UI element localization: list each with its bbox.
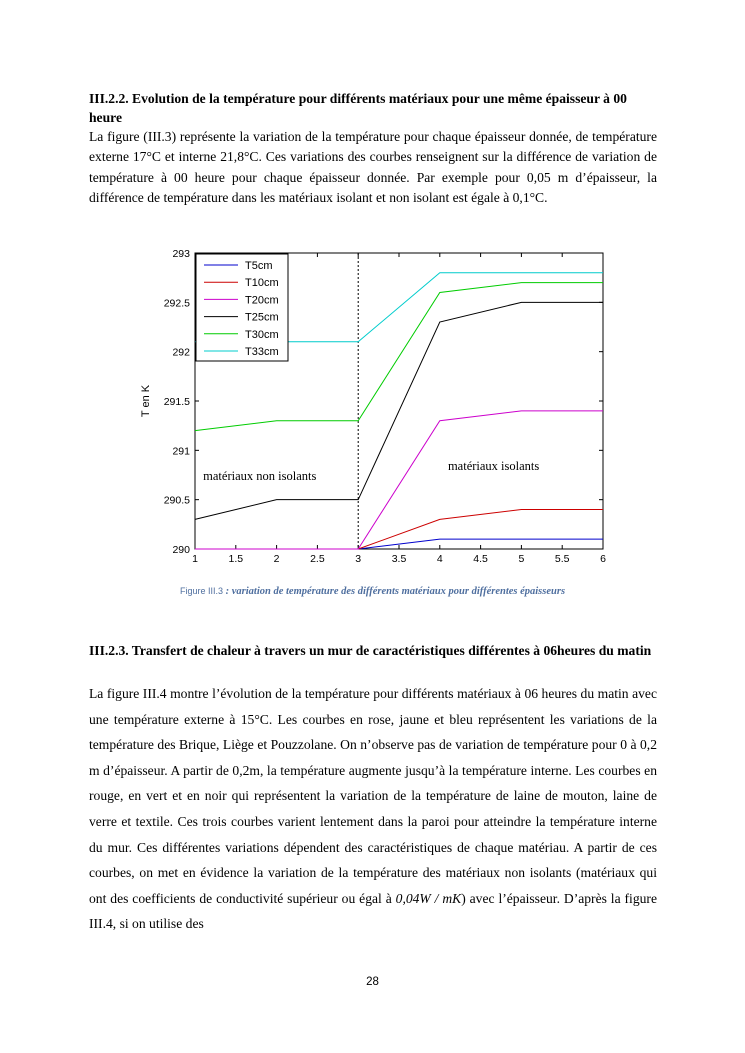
temperature-chart <box>130 240 610 575</box>
x-tick-label: 3.5 <box>391 553 407 565</box>
legend-entry: T5cm <box>245 260 273 272</box>
chart-annotation: matériaux non isolants <box>203 468 317 483</box>
legend-entry: T20cm <box>245 294 279 307</box>
legend-entry: T33cm <box>245 346 279 358</box>
caption-label: Figure III.3 <box>179 586 223 596</box>
figure-caption <box>0 586 745 597</box>
chart-annotation: matériaux isolants <box>447 459 540 474</box>
section-heading-1: III.2.2. Evolution de la température pour différents matériaux pour une même épaisseur à 00 heure <box>89 91 627 125</box>
legend-entry: T30cm <box>245 328 279 341</box>
x-tick-label: 5.5 <box>554 553 570 565</box>
section-paragraph-1: La figure (III.3) représente la variation de la température pour chaque épaisseur donnée, de température externe 17°C et interne 21,8°C. Ces variations des courbes renseignent sur la différence de variation de température à 00 heure pour chaque épaisseur donnée. Par exemple pour 0,05 m d’épaisseur, la différence de température dans les matériaux isolant et non isolant est égale à 0,1°C. <box>89 129 657 205</box>
legend-entry: T10cm <box>245 277 279 290</box>
y-axis-label: T en K <box>140 384 152 418</box>
x-tick-label: 2.5 <box>310 553 325 565</box>
page-number: 28 <box>366 976 379 988</box>
y-tick-label: 290 <box>172 544 190 556</box>
x-tick-label: 5 <box>518 553 525 565</box>
y-tick-label: 291.5 <box>163 396 190 408</box>
y-tick-label: 290.5 <box>163 494 190 507</box>
x-tick-label: 3 <box>355 553 362 565</box>
x-tick-label: 4.5 <box>473 553 488 565</box>
x-tick-label: 1 <box>192 553 198 565</box>
legend-box <box>196 254 288 361</box>
x-tick-label: 6 <box>600 553 606 565</box>
caption-text: : variation de température des différents matériaux pour différentes épaisseurs <box>223 586 566 597</box>
conductivity-formula: 0,04W / mK <box>395 890 462 906</box>
y-tick-label: 292 <box>172 346 190 359</box>
paragraph-text-before: La figure III.4 montre l’évolution de la température pour différents matériaux à 06 heures du matin avec une température externe à 15°C. Les courbes en rose, jaune et bleu représentent les variations de la température des Brique, Liège et Pouzzolane. On n’observe pas de variation de température pour 0 à 0,2 m d’épaisseur. A partir de 0,2m, la température augmente jusqu’à la température interne. Les courbes en rouge, en vert et en noir qui représentent la variation de la température de laine de mouton, laine de verre et textile. Ces trois courbes varient lentement dans la paroi pour atteindre la température interne du mur. Ces différentes variations dépendent des caractéristiques de chaque matériau. A partir de ces courbes, on met en évidence la variation de la température des matériaux non isolants (matériaux qui ont des coefficients de conductivité supérieur ou égal à <box>89 686 657 906</box>
section-heading-2: III.2.3. Transfert de chaleur à travers un mur de caractéristiques différentes à 06heures du matin <box>89 643 652 658</box>
x-tick-label: 4 <box>436 553 443 565</box>
legend-entry: T25cm <box>245 311 279 324</box>
y-tick-label: 291 <box>172 445 190 458</box>
x-tick-label: 1.5 <box>228 553 244 565</box>
y-tick-label: 293 <box>172 248 190 260</box>
section-paragraph-2 <box>89 681 657 937</box>
paragraph-text-after: ) avec l’épaisseur. D’après la figure III.4, si on utilise des <box>89 890 657 932</box>
x-tick-label: 2 <box>273 553 280 565</box>
y-tick-label: 292.5 <box>163 297 190 310</box>
